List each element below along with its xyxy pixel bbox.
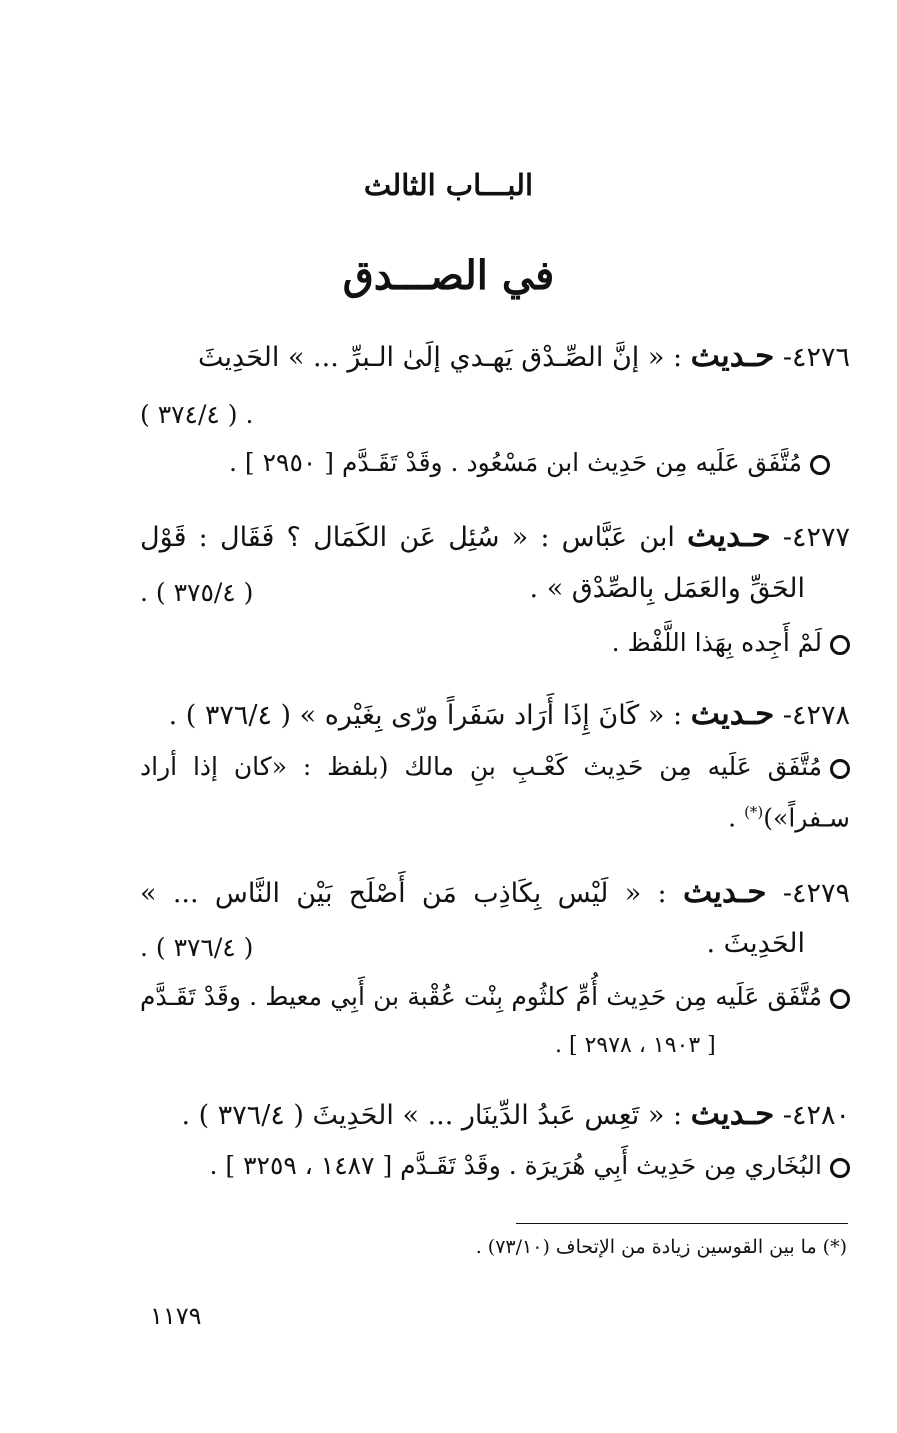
takhrij-note: مُتَّفَق عَلَيه مِن حَدِيث ابن مَسْعُود . وقَدْ تَقَـدَّم [ ٢٩٥٠ ] . [170, 448, 830, 478]
footnote: (*) ما بين القوسين زيادة من الإتحاف (٧٣/١٠) . [475, 1236, 847, 1258]
circle-bullet-icon [830, 1158, 850, 1178]
hadith-line: ٤٢٧٧- حـديث ابن عَبَّاس : « سُئِل عَن الكَمَال ؟ فَقَال : قَوْل [140, 518, 850, 554]
takhrij-note: مُتَّفَق عَلَيه مِن حَدِيث أُمِّ كلثُوم بِنْت عُقْبة بن أَبِي معيط . وقَدْ تَقَـدَّم [140, 982, 850, 1012]
circle-bullet-icon [830, 635, 850, 655]
takhrij-note: مُتَّفَق عَلَيه مِن حَدِيث كَعْـبِ بنِ مالك (بلفظ : «كان إذا أراد [140, 752, 850, 782]
hadith-text: : « تَعِس عَبدُ الدِّينَار ... » الحَدِيثَ ( ٣٧٦/٤ ) . [181, 1100, 683, 1131]
hadith-label: حـديث [690, 338, 775, 374]
hadith-number: ٤٢٧٩ [791, 878, 850, 909]
hadith-text: : « إنَّ الصِّـدْق يَهـدي إلَىٰ الـبرِّ ... » الحَدِيثَ [198, 342, 683, 373]
hadith-label: حـديث [690, 696, 775, 732]
takhrij-note: البُخَاري مِن حَدِيث أَبِي هُرَيرَة . وقَدْ تَقَـدَّم [ ١٤٨٧ ، ٣٢٥٩ ] . [140, 1151, 850, 1181]
hadith-line: ٤٢٧٨- حـديث : « كَانَ إِذَا أَرَاد سَفَراً ورّى بِغَيْره » ( ٣٧٦/٤ ) . [168, 696, 850, 732]
hadith-reference: ( ٣٧٦/٤ ) . [140, 933, 254, 962]
takhrij-note-continued: سـفراً»)(*) . [728, 803, 850, 833]
hadith-text-continued: الحَدِيثَ . [706, 928, 805, 959]
hadith-text: : « لَيْس بِكَاذِب مَن أَصْلَح بَيْن النَّاس ... » [140, 878, 667, 909]
circle-bullet-icon [810, 455, 830, 475]
section-title: في الصـــدق [342, 252, 555, 299]
footnote-divider [516, 1223, 848, 1224]
cross-reference: [ ١٩٠٣ ، ٢٩٧٨ ] . [555, 1033, 716, 1058]
hadith-line: ٤٢٨٠- حـديث : « تَعِس عَبدُ الدِّينَار ... » الحَدِيثَ ( ٣٧٦/٤ ) . [181, 1096, 850, 1132]
footnote-marker: (*) [744, 803, 764, 821]
hadith-text: ابن عَبَّاس : « سُئِل عَن الكَمَال ؟ فَقَال : قَوْل [140, 522, 675, 553]
hadith-text: : « كَانَ إِذَا أَرَاد سَفَراً ورّى بِغَيْره » ( ٣٧٦/٤ ) . [168, 700, 683, 731]
hadith-number: ٤٢٧٨ [791, 700, 850, 731]
hadith-label: حـديث [690, 1096, 775, 1132]
hadith-reference: ( ٣٧٥/٤ ) . [140, 578, 254, 607]
hadith-label: حـديث [687, 518, 771, 554]
chapter-title: البـــاب الثالث [363, 168, 534, 202]
hadith-text-continued: الحَقِّ والعَمَل بِالصِّدْق » . [529, 573, 805, 604]
page-number: ١١٧٩ [150, 1302, 202, 1330]
hadith-label: حـديث [682, 874, 767, 910]
hadith-line: ٤٢٧٩- حـديث : « لَيْس بِكَاذِب مَن أَصْلَح بَيْن النَّاس ... » [140, 874, 850, 910]
hadith-number: ٤٢٨٠ [791, 1100, 850, 1131]
hadith-reference: . ( ٣٧٤/٤ ) [140, 400, 254, 429]
circle-bullet-icon [830, 759, 850, 779]
circle-bullet-icon [830, 989, 850, 1009]
hadith-number: ٤٢٧٦ [791, 342, 850, 373]
hadith-number: ٤٢٧٧ [791, 522, 850, 553]
hadith-line: ٤٢٧٦- حـديث : « إنَّ الصِّـدْق يَهـدي إلَىٰ الـبرِّ ... » الحَدِيثَ [198, 338, 850, 374]
takhrij-note: لَمْ أَجِده بِهَذا اللَّفْظ . [140, 628, 850, 658]
